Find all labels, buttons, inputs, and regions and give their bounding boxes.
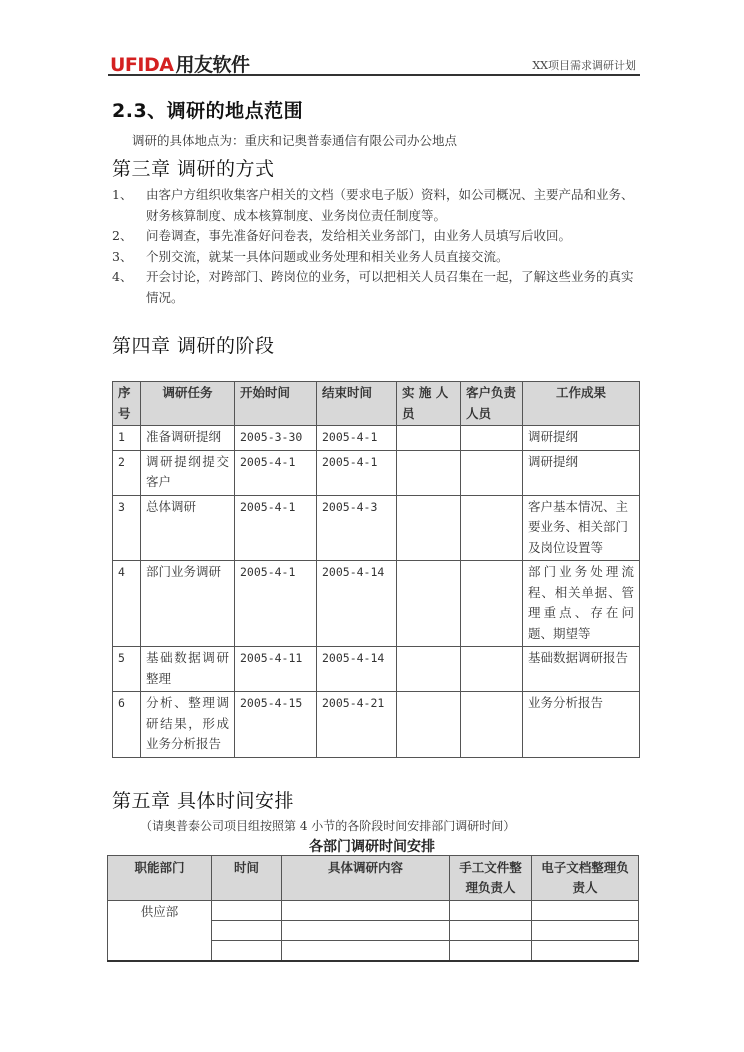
col-header-department: 职能部门 [108,856,212,901]
cell-task: 总体调研 [141,495,235,561]
cell-content [282,941,450,962]
ufida-logo [110,50,249,77]
cell-implementer [397,450,461,495]
location-text: 调研的具体地点为：重庆和记奥普泰通信有限公司办公地点 [132,133,458,148]
list-text: 问卷调查，事先准备好问卷表，发给相关业务部门，由业务人员填写后收回。 [146,228,572,243]
cell-time [212,921,282,941]
cell-no: 1 [113,426,141,451]
cell-electronic-owner [532,941,639,962]
cell-no: 3 [113,495,141,561]
cell-start: 2005-4-15 [235,692,317,758]
chapter4-heading: 第四章 调研的阶段 [112,335,275,357]
cell-end: 2005-4-21 [317,692,397,758]
cell-time [212,941,282,962]
methods-list [112,185,642,308]
table-header-row [113,382,640,426]
schedule-table-title: 各部门调研时间安排 [309,839,435,855]
col-header-no: 序号 [113,382,141,426]
logo-en: UFIDA [110,54,174,76]
cell-result: 客户基本情况、主要业务、相关部门及岗位设置等 [523,495,640,561]
cell-end: 2005-4-14 [317,647,397,692]
table-row [113,495,640,561]
logo-cn: 用友软件 [175,54,250,76]
cell-implementer [397,692,461,758]
list-number: 2、 [112,228,133,243]
list-number: 1、 [112,187,133,202]
cell-manual-owner [450,921,532,941]
cell-result: 基础数据调研报告 [523,647,640,692]
cell-no: 6 [113,692,141,758]
list-item [112,226,642,247]
cell-electronic-owner [532,901,639,921]
col-header-client-owner: 客户负责人员 [461,382,523,426]
cell-result: 部门业务处理流程、相关单据、管理重点、存在问题、期望等 [523,561,640,647]
cell-start: 2005-4-11 [235,647,317,692]
cell-implementer [397,495,461,561]
cell-implementer [397,426,461,451]
department-schedule-table [107,855,639,962]
col-header-task: 调研任务 [141,382,235,426]
cell-content [282,921,450,941]
cell-task: 分析、整理调研结果，形成业务分析报告 [141,692,235,758]
cell-start: 2005-3-30 [235,426,317,451]
list-item [112,267,642,308]
list-item [112,247,642,268]
table-row [113,561,640,647]
list-number: 4、 [112,269,133,284]
cell-manual-owner [450,901,532,921]
cell-end: 2005-4-1 [317,426,397,451]
cell-task: 基础数据调研整理 [141,647,235,692]
col-header-manual-owner: 手工文件整理负责人 [450,856,532,901]
section-heading-2-3: 2.3、调研的地点范围 [112,100,304,122]
table-header-row [108,856,639,901]
cell-no: 5 [113,647,141,692]
list-text: 由客户方组织收集客户相关的文档（要求电子版）资料，如公司概况、主要产品和业务、财务核算制度、成本核算制度、业务岗位责任制度等。 [146,187,634,223]
chapter5-heading: 第五章 具体时间安排 [112,790,295,812]
cell-start: 2005-4-1 [235,495,317,561]
cell-task: 调研提纲提交客户 [141,450,235,495]
table-row [108,901,639,921]
document-title: XX项目需求调研计划 [532,59,636,72]
chapter3-heading: 第三章 调研的方式 [112,158,275,180]
cell-result: 调研提纲 [523,426,640,451]
cell-end: 2005-4-3 [317,495,397,561]
list-text: 个别交流，就某一具体问题或业务处理和相关业务人员直接交流。 [146,248,509,264]
col-header-implementer: 实 施 人 员 [397,382,461,426]
col-header-electronic-owner: 电子文档整理负责人 [532,856,639,901]
cell-client-owner [461,561,523,647]
cell-department: 供应部 [108,901,212,962]
cell-start: 2005-4-1 [235,450,317,495]
cell-client-owner [461,495,523,561]
cell-task: 部门业务调研 [141,561,235,647]
cell-end: 2005-4-1 [317,450,397,495]
list-number: 3、 [112,248,133,264]
stages-table [112,381,640,758]
col-header-time: 时间 [212,856,282,901]
list-text: 开会讨论，对跨部门、跨岗位的业务，可以把相关人员召集在一起，了解这些业务的真实情况。 [146,269,634,305]
schedule-note: （请奥普泰公司项目组按照第 4 小节的各阶段时间安排部门调研时间） [140,819,516,833]
list-item [112,185,642,226]
cell-end: 2005-4-14 [317,561,397,647]
cell-time [212,901,282,921]
table-row [113,450,640,495]
cell-client-owner [461,692,523,758]
cell-implementer [397,647,461,692]
cell-implementer [397,561,461,647]
table-row [113,647,640,692]
cell-electronic-owner [532,921,639,941]
cell-start: 2005-4-1 [235,561,317,647]
cell-no: 2 [113,450,141,495]
table-row [113,426,640,451]
col-header-start: 开始时间 [235,382,317,426]
cell-result: 业务分析报告 [523,692,640,758]
cell-task: 准备调研提纲 [141,426,235,451]
col-header-result: 工作成果 [523,382,640,426]
cell-manual-owner [450,941,532,962]
cell-client-owner [461,426,523,451]
col-header-end: 结束时间 [317,382,397,426]
cell-content [282,901,450,921]
cell-no: 4 [113,561,141,647]
cell-client-owner [461,647,523,692]
cell-result: 调研提纲 [523,450,640,495]
cell-client-owner [461,450,523,495]
table-row [113,692,640,758]
col-header-content: 具体调研内容 [282,856,450,901]
page-header [108,48,640,76]
